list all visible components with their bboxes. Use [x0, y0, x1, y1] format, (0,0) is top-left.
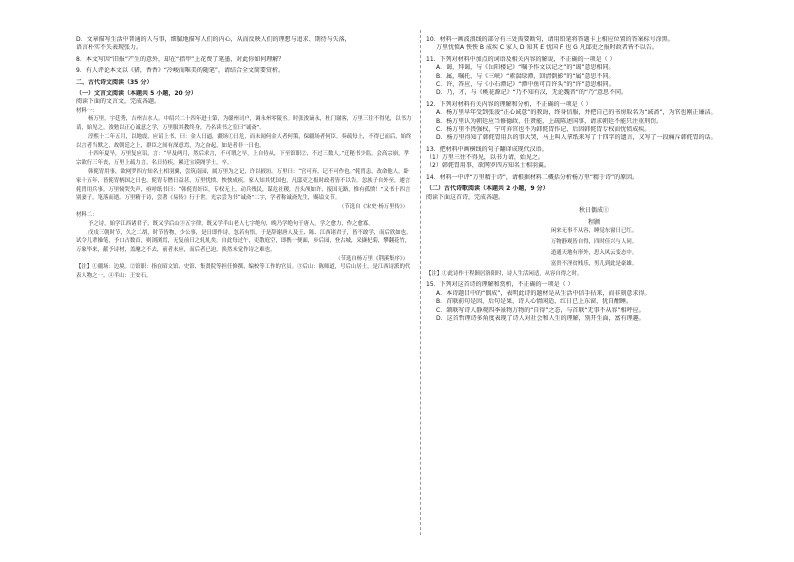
material-1-paragraph-2: 淳熙十二年五月，以地震，应诏上书，曰：金人日逼，疆场①日危，而未闻何金人者何策，保疆场者何臣。奏疏每上，不得已而后，始终以言者当默之，故朝廷之上，群臣之间有深意焉，为之奋起，如是者非一日也。 [76, 133, 412, 149]
option-d-line-2: 语言朴实不失表现张力。 [76, 44, 143, 52]
question-11-option-b: B．属，嘱托，与《三峡》“素湍绿潭，回清倒影”的“属”意思不同。 [436, 72, 615, 80]
material-1-paragraph-1: 杨万里，字廷秀，吉州吉水人。中绍兴二十四年进士第，为赣州司户，调永州零陵丞。时张浚谪永，杜门谢客，万里三往不得见，以书力请，始见之。浚勉以正心诚意之学，万里服其教终身，乃名读书之室曰“诚斋”。 [76, 116, 412, 131]
notes: 【注】①疆场：边境。②馆职：指在昭文馆、史馆、集贤院等担任修撰、编校等工作的官员。③后山：陈师道，号后山居士，是江西诗派的代表人物之一。④半山：王安石。 [76, 264, 411, 280]
option-d-line-1: D．文章描写生活中普通的人与事，细腻地描写人们的内心，从而反映人们的理想与追求、期待与失落， [76, 36, 351, 43]
left-column [76, 36, 412, 281]
poem-title: 秋日偶成① [578, 207, 609, 215]
question-13-item-1: （1）万里三往不得见，以书力请，始见之。 [426, 154, 544, 162]
material-2-label: 材料二： [76, 212, 98, 219]
question-12-option-a: A．杨万里早年受到张浚“正心诚意”的教诲，终身信服，并把自己的书房取名为“诚斋”，为官也刚正廉洁。 [436, 109, 717, 117]
question-8: 8．本文写因“旧报”产生的意外，却在“指甲”上花费了笔墨，对此你如何理解？ [76, 55, 285, 63]
classical-prose-heading: （一）文言文阅读（本题共 5 小题，20 分） [76, 89, 197, 97]
question-13-item-2: （2）韩侂胄用事，欲网罗四方知名士相羽翼。 [426, 162, 550, 170]
question-11: 11．下列对材料中加点的词语及相关内容的解说，不正确的一项是（ ） [426, 55, 616, 63]
question-12-option-d: D．杨万里得知了韩侂胄用兵的事大哭，马上叫人拿纸来写了十四字的遗言，又写了一段痛斥韩侂胄的话。 [436, 134, 717, 142]
question-15-option-c: C．颔联写诗人静观四季景物万物的“自得”之态，与首联“无事不从容”相呼应。 [436, 306, 645, 314]
question-12-option-c: C．杨万里不畏强权，宁可弃官也不为韩侂胄作记，后因韩侂胄专权而忧愤成疾。 [436, 125, 651, 133]
reading-instruction: 阅读下面的文言文，完成各题。 [76, 98, 161, 106]
material-1-source: （节选自《宋史·杨万里传》） [338, 204, 408, 211]
poem-author: 程颢 [587, 219, 600, 227]
poem-line-2: 万物静观皆自得，四时佳兴与人同。 [550, 239, 638, 246]
material-2-source: （节选自杨万里《荆溪集序》） [335, 256, 408, 263]
poetry-heading: （二）古代诗歌阅读（本题共 2 小题，9 分） [426, 185, 549, 193]
poem-line-3: 道通天地有形外，思入风云变态中。 [550, 250, 638, 257]
question-14: 14．材料一中评“万里精于诗”，请根据材料二概括分析杨万里“精于诗”的原因。 [426, 173, 639, 181]
section-2-heading: 二、古代诗文阅读（35 分） [76, 78, 153, 86]
question-11-option-a: A．谒，拜谒，与《岳阳楼记》“嘱予作文以记之”的“谒”意思相同。 [436, 64, 615, 72]
poetry-instruction: 阅读下面这首诗，完成各题。 [426, 193, 505, 201]
question-13: 13．把材料中画横线的句子翻译成现代汉语。 [426, 145, 548, 153]
question-12-option-b: B．杨万里认为朝廷应当修德政、任贤能，上疏陈述国事，请求朝廷不能只注重刑罚。 [436, 117, 663, 125]
material-2-paragraph-2: 戊戌三朝时节，久之二胡，时节皆物，少公事，是日即作诗，忽若有悟，于是辞谢唐人及王、陈、江西诸君子，皆不敢学，而后欣如也。试令儿辈操笔，予口占数首，则浏浏焉，无复前日之轧轧矣。自此每过午，吏散庭空，即携一便面，步后园，登古城，采撷杞菊，攀翻花竹，万象毕来，献予诗材，盖麾之不去，前者未应，而后者已迫，涣然未觉作诗之难也。 [76, 229, 412, 254]
poem-note: 【注】①此诗作于程颢居洛阳时，诗人生活闲适，从容自得之时。 [426, 271, 583, 278]
material-2-paragraph-1: 予之诗，始学江西诸君子，既又学后山③五字律，既又学半山老人七字绝句，晚乃学绝句于唐人。学之愈力，作之愈寡。 [88, 220, 374, 227]
material-1-label: 材料一： [76, 107, 98, 114]
question-12: 12．下列对材料有关内容的理解和分析，不正确的一项是（ ） [426, 100, 592, 108]
material-1-paragraph-3: 十四年夏旱，万里复应诏，言：“旱及两月，然后求言，不可谓之早，上自侍从，下至馆职②，不过三数人。”迁秘书少监。会高宗崩，孝宗欲行三年丧，万里上疏力言，名日侍疾，累迁宝谟阁学士，卒。 [76, 151, 409, 167]
question-15-option-a: A．本诗题目中的“偶成”，表明此诗的题材是从生活中信手拈来，而非刻意求得。 [436, 289, 651, 297]
question-11-option-c: C．许，答应，与《小石潭记》“潭中鱼可百许头”的“许”意思相同。 [436, 80, 615, 88]
question-10: 10．材料一画波浪线的部分有三处需要断句，请用铅笔将答题卡上相应位置的答案标号涂黑。 [426, 36, 674, 43]
question-15: 15．下列对这首诗的理解和赏析，不正确的一项是（ ） [426, 281, 574, 289]
question-10-options: 万里忧愤A 怏怏 B 成疾 C 家人 D 知其 E 忧国 F 也 G 凡邸吏之报时政者皆不以告。 [436, 44, 658, 52]
column-divider [420, 30, 421, 535]
question-11-option-d: D．乃，才，与《桃花源记》“乃不知有汉，无论魏晋”的“乃”意思不同。 [436, 89, 628, 97]
question-9: 9．有人评论本文以《猪，香香》“冷峻而唯美的随笔”，请结合全文简要赏析。 [76, 67, 285, 75]
poem-line-1: 闲来无事不从容，睡觉东窗日已红。 [550, 228, 638, 235]
material-1-paragraph-4: 韩侂胄用事，欲网罗四方知名士相羽翼，尝筑南园，属万里为之记，许以掖垣。万里曰：“官可弃，记不可作也。”侂胄恚，改命他人。卧家十五年，皆侂胄柄国之日也。侂胄专僭日益甚，万里忧愤，怏怏成疾。家人知其忧国也，凡邸吏之报时政者皆不以告。忽族子自外至，遽言侂胄用兵事。万里恸哭失声，亟呼纸书曰：“韩侂胄奸臣，专权无上，动兵残民，谋危社稷，吾头颅如许，报国无路，惟有孤愤！”又书十四言别妻子，笔落而逝。万里精于诗，尝著《易传》行于世。光宗尝为书“诚斋”二字，学者称诚斋先生，赐谥文节。 [76, 168, 411, 202]
question-15-option-d: D．这首哲理诗多角度表现了诗人对社会和人生的理解，别开生面，富有理趣。 [436, 314, 645, 322]
right-column [426, 36, 762, 323]
question-15-option-b: B．首联前句是因，后句是果，诗人心情闲适，红日已上东窗，犹自酣睡。 [436, 298, 633, 306]
poem-line-4: 富贵不淫贫贱乐，男儿到此是豪雄。 [550, 261, 638, 268]
